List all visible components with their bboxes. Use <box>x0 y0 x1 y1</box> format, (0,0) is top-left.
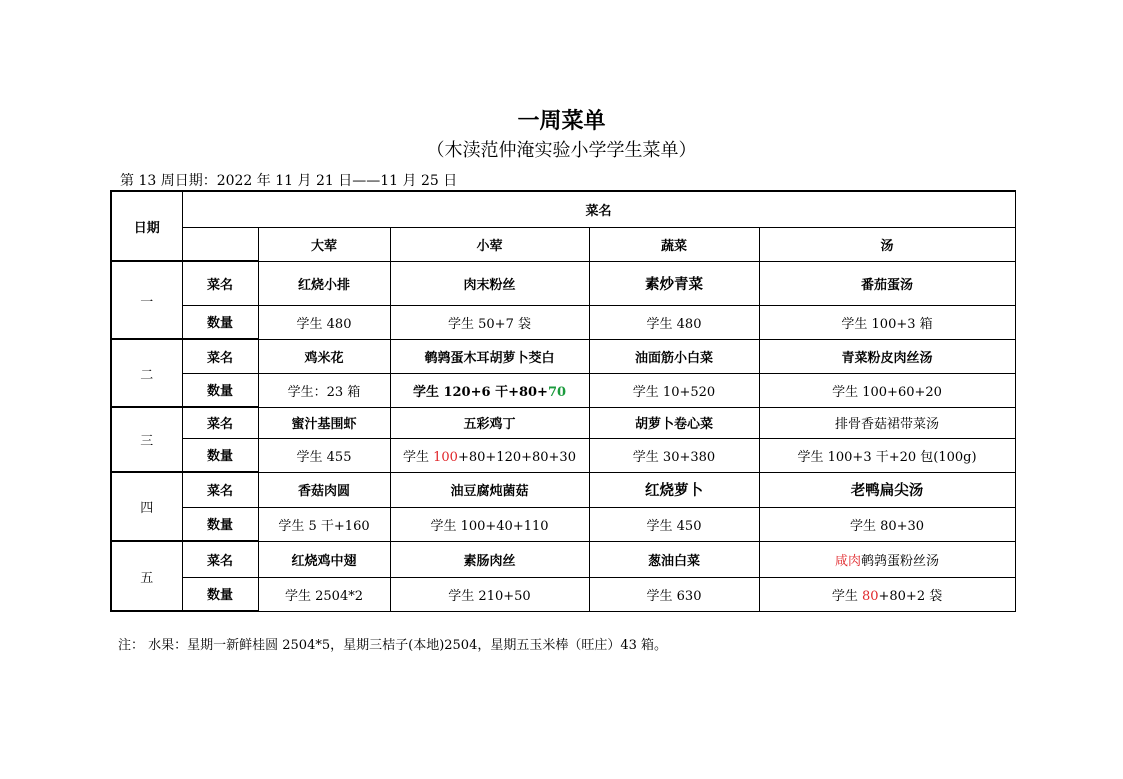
row-label-qty: 数量 <box>182 305 258 339</box>
dish-cell: 老鸭扁尖汤 <box>759 472 1015 507</box>
qty-cell: 学生 480 <box>589 305 759 339</box>
qty-cell: 学生 480 <box>258 305 390 339</box>
dish-cell: 排骨香菇裙带菜汤 <box>759 407 1015 438</box>
dish-cell: 五彩鸡丁 <box>390 407 589 438</box>
dish-cell: 红烧萝卜 <box>589 472 759 507</box>
qty-cell: 学生 100+3 箱 <box>759 305 1015 339</box>
qty-cell: 学生 80+30 <box>759 507 1015 541</box>
date-header: 日期 <box>111 191 182 261</box>
qty-cell: 学生 450 <box>589 507 759 541</box>
menu-table <box>110 190 1016 612</box>
row-label-qty: 数量 <box>182 438 258 472</box>
qty-cell <box>759 577 1015 611</box>
column-header: 蔬菜 <box>589 227 759 261</box>
qty-cell: 学生 10+520 <box>589 373 759 407</box>
qty-text: 学生 <box>831 588 862 604</box>
dish-cell: 葱油白菜 <box>589 541 759 577</box>
day-label: 五 <box>111 541 182 611</box>
dish-cell: 素炒青菜 <box>589 261 759 305</box>
qty-cell: 学生 2504*2 <box>258 577 390 611</box>
dish-cell: 胡萝卜卷心菜 <box>589 407 759 438</box>
week-dateline: 第 13 周日期：2022 年 11 月 21 日——11 月 25 日 <box>120 173 458 189</box>
page-title: 一周菜单 <box>517 109 606 134</box>
qty-cell: 学生 455 <box>258 438 390 472</box>
qty-highlight-red: 100 <box>433 449 458 465</box>
qty-highlight-red: 80 <box>861 588 879 604</box>
qty-cell: 学生 100+3 干+20 包(100g) <box>759 438 1015 472</box>
qty-text: 学生 <box>403 449 434 465</box>
row-label-dish: 菜名 <box>182 472 258 507</box>
row-label-qty: 数量 <box>182 577 258 611</box>
dish-cell: 青菜粉皮肉丝汤 <box>759 339 1015 373</box>
day-label: 四 <box>111 472 182 541</box>
dish-cell: 蜜汁基围虾 <box>258 407 390 438</box>
row-label-dish: 菜名 <box>182 541 258 577</box>
dish-cell: 番茄蛋汤 <box>759 261 1015 305</box>
qty-text: 学生 120+6 干+80+ <box>412 384 548 400</box>
qty-cell: 学生 630 <box>589 577 759 611</box>
dish-cell: 红烧鸡中翅 <box>258 541 390 577</box>
page-subtitle: （木渎范仲淹实验小学学生菜单） <box>426 140 697 161</box>
row-label-dish: 菜名 <box>182 261 258 305</box>
dish-cell: 素肠肉丝 <box>390 541 589 577</box>
column-header: 小荤 <box>390 227 589 261</box>
qty-cell: 学生 100+60+20 <box>759 373 1015 407</box>
day-label: 一 <box>111 261 182 339</box>
qty-cell: 学生 100+40+110 <box>390 507 589 541</box>
row-label-qty: 数量 <box>182 507 258 541</box>
dish-cell <box>759 541 1015 577</box>
qty-cell: 学生：23 箱 <box>258 373 390 407</box>
dish-text: 鹌鹑蛋粉丝汤 <box>861 553 940 569</box>
qty-cell: 学生 50+7 袋 <box>390 305 589 339</box>
qty-text-rest: +80+120+80+30 <box>457 449 576 465</box>
row-label-qty: 数量 <box>182 373 258 407</box>
column-header: 汤 <box>759 227 1015 261</box>
qty-cell <box>390 438 589 472</box>
qty-text-rest: +80+2 袋 <box>878 588 943 604</box>
blank-header-cell <box>182 227 258 261</box>
dish-cell: 鹌鹑蛋木耳胡萝卜茭白 <box>390 339 589 373</box>
dish-cell: 油面筋小白菜 <box>589 339 759 373</box>
dish-highlight-red: 咸肉 <box>835 553 862 569</box>
dish-cell: 肉末粉丝 <box>390 261 589 305</box>
fruit-note: 注： 水果：星期一新鲜桂圆 2504*5，星期三桔子(本地)2504，星期五玉米棒（旺庄）43 箱。 <box>118 638 668 653</box>
dish-header: 菜名 <box>182 191 1015 227</box>
dish-cell: 鸡米花 <box>258 339 390 373</box>
dish-cell: 香菇肉圆 <box>258 472 390 507</box>
qty-cell: 学生 5 干+160 <box>258 507 390 541</box>
day-label: 二 <box>111 339 182 407</box>
column-header: 大荤 <box>258 227 390 261</box>
row-label-dish: 菜名 <box>182 339 258 373</box>
day-label: 三 <box>111 407 182 472</box>
qty-cell: 学生 210+50 <box>390 577 589 611</box>
dish-cell: 红烧小排 <box>258 261 390 305</box>
qty-cell: 学生 30+380 <box>589 438 759 472</box>
dish-cell: 油豆腐炖菌菇 <box>390 472 589 507</box>
qty-cell <box>390 373 589 407</box>
qty-highlight-green: 70 <box>547 384 567 400</box>
row-label-dish: 菜名 <box>182 407 258 438</box>
